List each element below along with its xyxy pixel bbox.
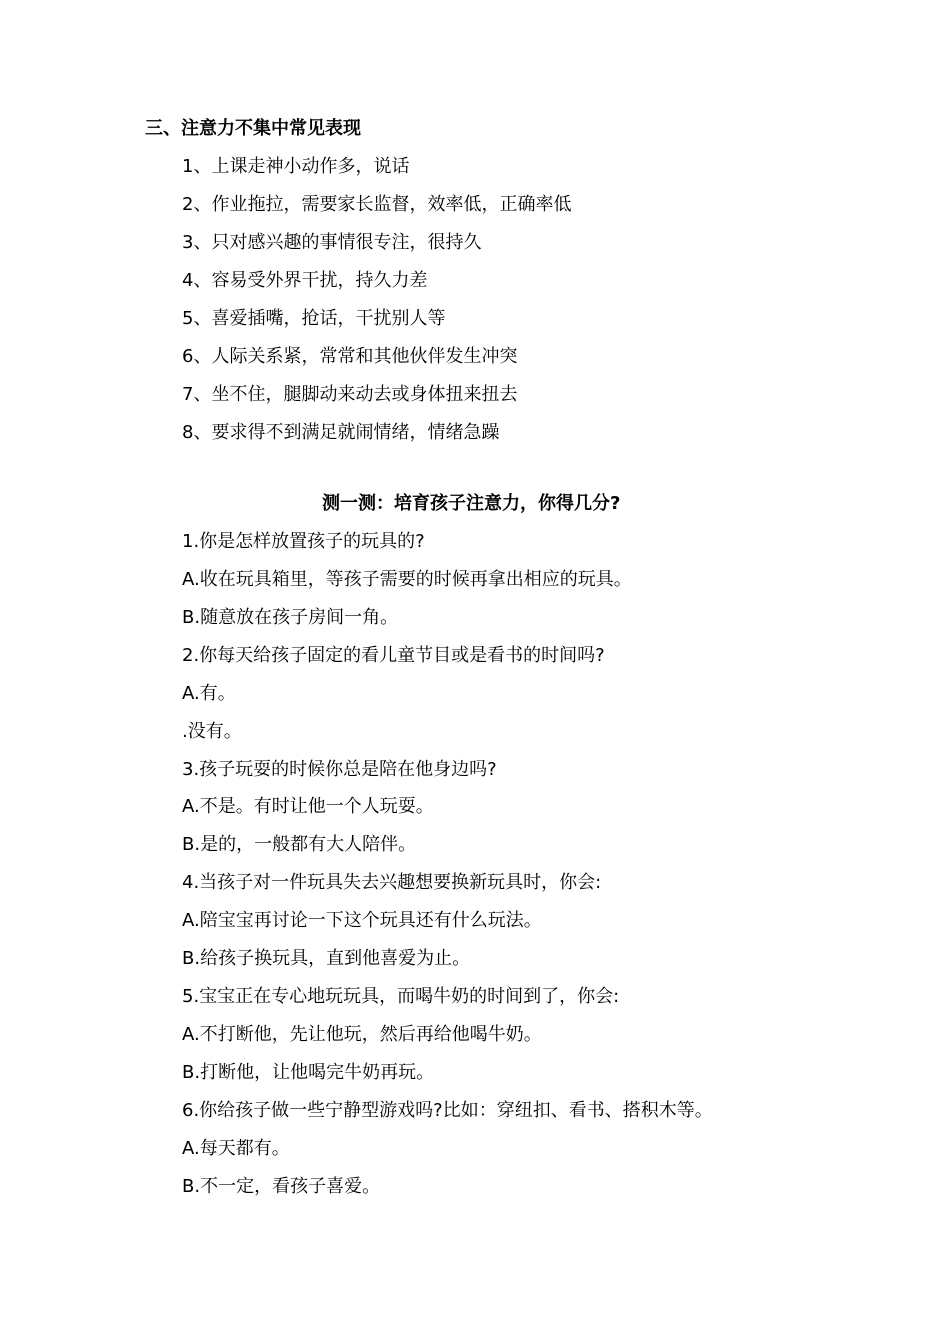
quiz-question: 4.当孩子对一件玩具失去兴趣想要换新玩具时，你会: <box>182 872 602 893</box>
quiz-question: 6.你给孩子做一些宁静型游戏吗?比如：穿纽扣、看书、搭积木等。 <box>182 1100 713 1121</box>
quiz-title: 测一测：培育孩子注意力，你得几分? <box>322 493 621 514</box>
quiz-option: B.不一定，看孩子喜爱。 <box>182 1176 381 1197</box>
list-item: 7、坐不住，腿脚动来动去或身体扭来扭去 <box>182 384 518 405</box>
list-item: 8、要求得不到满足就闹情绪，情绪急躁 <box>182 422 500 443</box>
quiz-question: 3.孩子玩耍的时候你总是陪在他身边吗? <box>182 759 497 780</box>
quiz-option: A.陪宝宝再讨论一下这个玩具还有什么玩法。 <box>182 910 542 931</box>
quiz-option: A.不是。有时让他一个人玩耍。 <box>182 796 434 817</box>
quiz-option: A.有。 <box>182 683 236 704</box>
quiz-option: A.收在玩具箱里，等孩子需要的时候再拿出相应的玩具。 <box>182 569 632 590</box>
quiz-option: A.每天都有。 <box>182 1138 290 1159</box>
section-heading: 三、注意力不集中常见表现 <box>145 118 361 139</box>
quiz-question: 5.宝宝正在专心地玩玩具，而喝牛奶的时间到了，你会: <box>182 986 620 1007</box>
quiz-question: 2.你每天给孩子固定的看儿童节目或是看书的时间吗? <box>182 645 605 666</box>
quiz-option: .没有。 <box>182 721 242 742</box>
list-item: 1、上课走神小动作多，说话 <box>182 156 410 177</box>
quiz-option: B.随意放在孩子房间一角。 <box>182 607 399 628</box>
list-item: 6、人际关系紧，常常和其他伙伴发生冲突 <box>182 346 518 367</box>
quiz-question: 1.你是怎样放置孩子的玩具的? <box>182 531 425 552</box>
quiz-option: B.是的，一般都有大人陪伴。 <box>182 834 417 855</box>
list-item: 4、容易受外界干扰，持久力差 <box>182 270 428 291</box>
quiz-option: B.打断他，让他喝完牛奶再玩。 <box>182 1062 435 1083</box>
quiz-option: A.不打断他，先让他玩，然后再给他喝牛奶。 <box>182 1024 542 1045</box>
list-item: 5、喜爱插嘴，抢话，干扰别人等 <box>182 308 446 329</box>
list-item: 2、作业拖拉，需要家长监督，效率低，正确率低 <box>182 194 572 215</box>
quiz-option: B.给孩子换玩具，直到他喜爱为止。 <box>182 948 471 969</box>
list-item: 3、只对感兴趣的事情很专注，很持久 <box>182 232 482 253</box>
